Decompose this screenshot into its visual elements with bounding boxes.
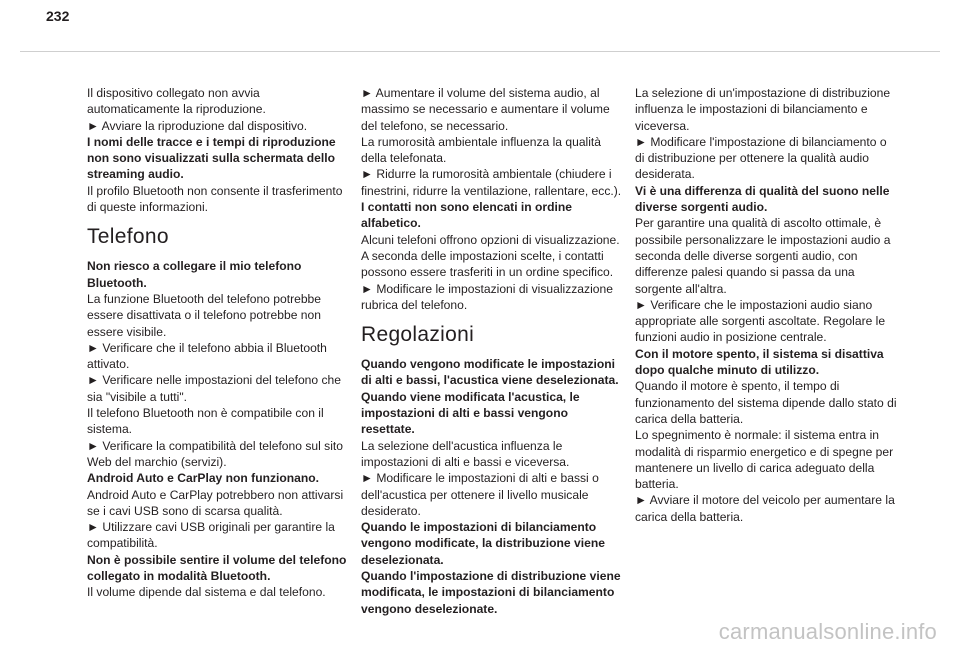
text-column-1	[87, 85, 349, 601]
text-column-3	[635, 85, 897, 525]
question-heading: Vi è una differenza di qualità del suono nelle diverse sorgenti audio.	[635, 183, 890, 215]
question-heading: I contatti non sono elencati in ordine alfabetico.	[361, 200, 572, 231]
watermark: carmanualsonline.info	[718, 619, 937, 644]
paragraph: Android Auto e CarPlay potrebbero non attivarsi se i cavi USB sono di scarsa qualità.	[87, 487, 344, 518]
paragraph: Per garantire una qualità di ascolto ottimale, è possibile personalizzare le impostazioni audio a seconda delle diverse sorgenti audio, con differenze palesi quando si passa da una sorgente all'altra.	[635, 216, 891, 296]
paragraph: Lo spegnimento è normale: il sistema entra in modalità di risparmio energetico e di spegne per mantenere un livello di carica adeguato della batteria.	[635, 428, 894, 492]
paragraph: Alcuni telefoni offrono opzioni di visualizzazione. A seconda delle impostazioni scelte, i contatti possono essere trasferiti in un ordine specifico.	[361, 232, 620, 280]
question-heading: Quando le impostazioni di bilanciamento vengono modificate, la distribuzione viene deselezionata.	[361, 520, 605, 567]
question-heading: Quando l'impostazione di distribuzione viene modificata, le impostazioni di bilanciamento vengono deselezionate.	[361, 569, 621, 616]
paragraph: ► Modificare l'impostazione di bilanciamento o di distribuzione per ottenere la qualità audio desiderata.	[635, 134, 887, 182]
paragraph: La funzione Bluetooth del telefono potrebbe essere disattivata o il telefono potrebbe non essere visibile.	[87, 291, 321, 339]
question-heading: I nomi delle tracce e i tempi di riproduzione non sono visualizzati sulla schermata dello streaming audio.	[87, 134, 336, 182]
section-heading: Regolazioni	[361, 323, 475, 347]
paragraph: ► Verificare nelle impostazioni del telefono che sia "visibile a tutti".	[87, 373, 341, 404]
paragraph: ► Verificare che le impostazioni audio siano appropriate alle sorgenti ascoltate. Regolare le funzioni audio in posizione centrale.	[635, 297, 886, 345]
paragraph: La rumorosità ambientale influenza la qualità della telefonata.	[361, 134, 602, 166]
page-number: 232	[46, 8, 70, 24]
paragraph: La selezione di un'impostazione di distribuzione influenza le impostazioni di bilanciamento e viceversa.	[635, 86, 891, 133]
paragraph: ► Modificare le impostazioni di visualizzazione rubrica del telefono.	[361, 281, 613, 312]
paragraph: Il profilo Bluetooth non consente il trasferimento di queste informazioni.	[87, 183, 343, 215]
question-heading: Quando viene modificata l'acustica, le impostazioni di alti e bassi vengono resettate.	[361, 389, 580, 437]
paragraph: ► Modificare le impostazioni di alti e bassi o dell'acustica per ottenere il livello musicale desiderato.	[361, 471, 599, 518]
question-heading: Non riesco a collegare il mio telefono Bluetooth.	[87, 259, 302, 290]
section-heading: Telefono	[87, 225, 169, 249]
question-heading: Con il motore spento, il sistema si disattiva dopo qualche minuto di utilizzo.	[635, 346, 884, 378]
paragraph: ► Avviare la riproduzione dal dispositivo.	[87, 118, 308, 133]
paragraph: Il dispositivo collegato non avvia automaticamente la riproduzione.	[87, 86, 266, 117]
header-divider	[20, 51, 940, 52]
question-heading: Android Auto e CarPlay non funzionano.	[87, 471, 320, 486]
paragraph: Quando il motore è spento, il tempo di funzionamento del sistema dipende dallo stato di carica della batteria.	[635, 379, 897, 426]
paragraph: Il volume dipende dal sistema e dal telefono.	[87, 585, 326, 600]
paragraph: ► Aumentare il volume del sistema audio, al massimo se necessario e aumentare il volume del telefono, se necessario.	[361, 86, 610, 133]
paragraph: ► Verificare che il telefono abbia il Bluetooth attivato.	[87, 340, 327, 372]
paragraph: Il telefono Bluetooth non è compatibile con il sistema.	[87, 406, 324, 437]
text-column-2	[361, 85, 623, 617]
question-heading: Non è possibile sentire il volume del telefono collegato in modalità Bluetooth.	[87, 552, 347, 584]
paragraph: ► Ridurre la rumorosità ambientale (chiudere i finestrini, ridurre la ventilazione, rallentare, ecc.).	[361, 167, 622, 198]
paragraph: ► Avviare il motore del veicolo per aumentare la carica della batteria.	[635, 493, 895, 524]
paragraph: ► Verificare la compatibilità del telefono sul sito Web del marchio (servizi).	[87, 438, 343, 469]
question-heading: Quando vengono modificate le impostazioni di alti e bassi, l'acustica viene deselezionata.	[361, 357, 619, 388]
paragraph: La selezione dell'acustica influenza le impostazioni di alti e bassi e viceversa.	[361, 438, 570, 469]
paragraph: ► Utilizzare cavi USB originali per garantire la compatibilità.	[87, 520, 335, 551]
